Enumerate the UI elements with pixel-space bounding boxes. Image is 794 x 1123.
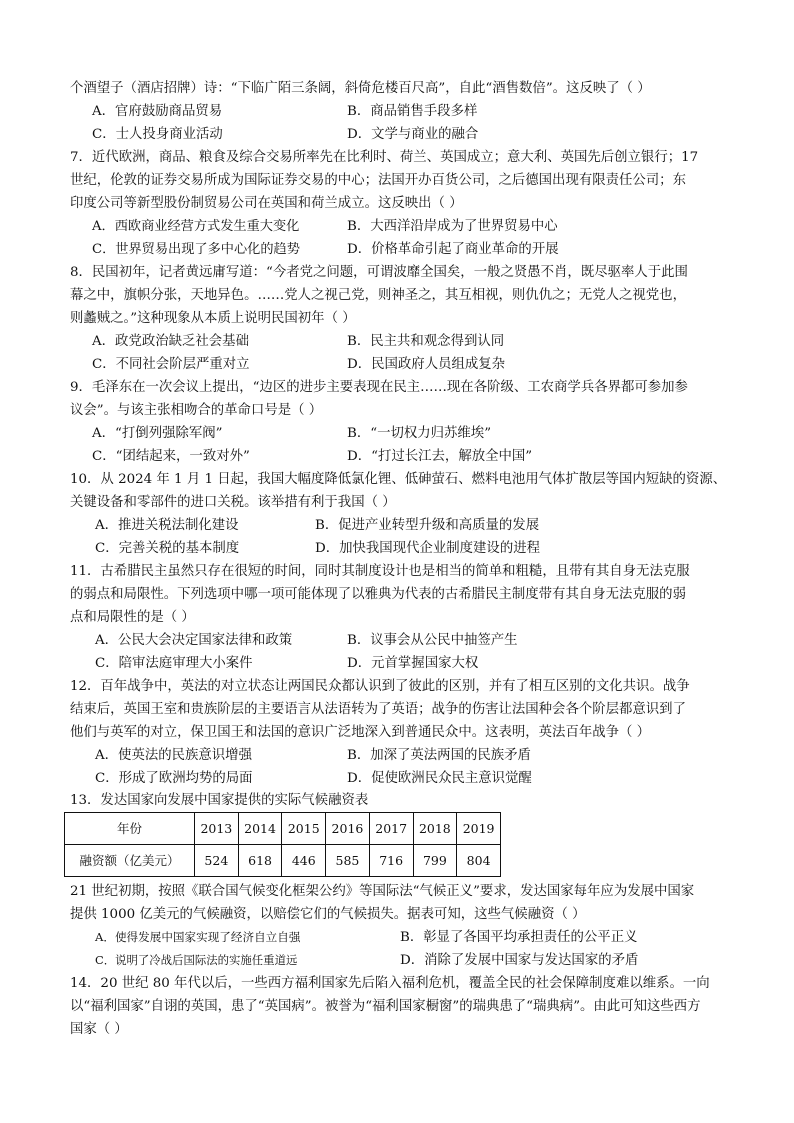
q6-option-b: B．商品销售手段多样 bbox=[347, 104, 478, 119]
q12-option-a: A．使英法的民族意识增强 bbox=[95, 748, 252, 763]
q14-stem-line-1: 14．20 世纪 80 年代以后，一些西方福利国家先后陷入福利危机，覆盖全民的社会保障制度难以维系。一向 bbox=[70, 976, 710, 991]
q6-stem: 个酒望子（酒店招牌）诗：“下临广陌三条阔，斜倚危楼百尺高”，自此“酒售数倍”。这反映了（ ） bbox=[70, 81, 651, 96]
q12-stem-line-2: 结束后，英国王室和贵族阶层的主要语言从法语转为了英语；战争的伤害让法国种会各个阶层都意识到了 bbox=[70, 702, 686, 717]
q12-option-b: B．加深了英法两国的民族矛盾 bbox=[347, 748, 531, 763]
q6-option-a: A．官府鼓励商品贸易 bbox=[92, 104, 223, 119]
row-header-amount: 融资额（亿美元） bbox=[65, 845, 195, 877]
amount-cell: 716 bbox=[369, 845, 413, 877]
q13-title: 13．发达国家向发展中国家提供的实际气候融资表 bbox=[70, 793, 369, 808]
q12-option-d: D．促使欧洲民众民主意识觉醒 bbox=[347, 771, 532, 786]
q13-stem-line-2: 提供 1000 亿美元的气候融资，以赔偿它们的气候损失。据表可知，这些气候融资（ ） bbox=[70, 907, 586, 922]
amount-cell: 618 bbox=[238, 845, 282, 877]
year-cell: 2013 bbox=[195, 813, 239, 845]
year-cell: 2016 bbox=[326, 813, 370, 845]
table-row-amounts bbox=[65, 845, 501, 877]
q7-option-b: B．大西洋沿岸成为了世界贸易中心 bbox=[347, 219, 558, 234]
q11-stem-line-3: 点和局限性的是（ ） bbox=[70, 610, 195, 625]
q9-option-c: C．“团结起来，一致对外” bbox=[92, 449, 250, 464]
q14-stem-line-3: 国家（ ） bbox=[70, 1022, 128, 1037]
q6-option-d: D．文学与商业的融合 bbox=[347, 127, 479, 142]
q12-stem-line-1: 12．百年战争中，英法的对立状态让两国民众都认识到了彼此的区别，并有了相互区别的文化共识。战争 bbox=[70, 679, 690, 694]
q11-option-b: B．议事会从公民中抽签产生 bbox=[347, 633, 518, 648]
q8-option-b: B．民主共和观念得到认同 bbox=[347, 334, 505, 349]
q7-stem-line-1: 7．近代欧洲，商品、粮食及综合交易所率先在比利时、荷兰、英国成立；意大利、英国先后创立银行；17 bbox=[70, 150, 699, 165]
climate-finance-table bbox=[64, 812, 501, 877]
q11-option-d: D．元首掌握国家大权 bbox=[347, 656, 479, 671]
q7-option-a: A．西欧商业经营方式发生重大变化 bbox=[92, 219, 300, 234]
q9-option-a: A．“打倒列强除军阀” bbox=[92, 426, 223, 441]
q10-option-d: D．加快我国现代企业制度建设的进程 bbox=[315, 541, 540, 556]
year-cell: 2015 bbox=[282, 813, 326, 845]
year-cell: 2018 bbox=[413, 813, 457, 845]
q10-option-b: B．促进产业转型升级和高质量的发展 bbox=[315, 518, 540, 533]
q13-option-b: B．彰显了各国平均承担责任的公平正义 bbox=[400, 930, 638, 945]
q10-option-a: A．推进关税法制化建设 bbox=[95, 518, 239, 533]
q13-option-c: C．说明了冷战后国际法的实施任重道远 bbox=[95, 953, 298, 967]
q11-stem-line-1: 11．古希腊民主虽然只存在很短的时间，同时其制度设计也是相当的简单和粗糙，且带有其自身无法克服 bbox=[70, 564, 690, 579]
table-row-years bbox=[65, 813, 501, 845]
q6-option-c: C．士人投身商业活动 bbox=[92, 127, 223, 142]
row-header-year: 年份 bbox=[65, 813, 195, 845]
q7-stem-line-2: 世纪，伦敦的证券交易所成为国际证券交易的中心；法国开办百货公司，之后德国出现有限责任公司；东 bbox=[70, 173, 686, 188]
q8-stem-line-1: 8．民国初年，记者黄远庸写道：“今者党之问题，可谓波靡全国矣，一般之贤愚不肖，既尽驱率人于此围 bbox=[70, 265, 688, 280]
q10-stem-line-2: 关键设备和零部件的进口关税。该举措有利于我国（ ） bbox=[70, 495, 396, 510]
q9-stem-line-1: 9．毛泽东在一次会议上提出，“边区的进步主要表现在民主……现在各阶级、工农商学兵各界都可参加参 bbox=[70, 380, 688, 395]
q8-option-c: C．不同社会阶层严重对立 bbox=[92, 357, 250, 372]
amount-cell: 799 bbox=[413, 845, 457, 877]
q7-option-c: C．世界贸易出现了多中心化的趋势 bbox=[92, 242, 300, 257]
q14-stem-line-2: 以“福利国家”自诩的英国，患了“英国病”。被誉为“福利国家橱窗”的瑞典患了“瑞典病”。由此可知这些西方 bbox=[70, 999, 701, 1014]
amount-cell: 585 bbox=[326, 845, 370, 877]
q11-stem-line-2: 的弱点和局限性。下列选项中哪一项可能体现了以雅典为代表的古希腊民主制度带有其自身无法克服的弱 bbox=[70, 587, 686, 602]
q10-stem-line-1: 10．从 2024 年 1 月 1 日起，我国大幅度降低氯化锂、低砷萤石、燃料电池用气体扩散层等国内短缺的资源、 bbox=[70, 472, 727, 487]
amount-cell: 804 bbox=[457, 845, 501, 877]
q8-stem-line-3: 则蠡贼之。”这种现象从本质上说明民国初年（ ） bbox=[70, 311, 356, 326]
amount-cell: 524 bbox=[195, 845, 239, 877]
year-cell: 2019 bbox=[457, 813, 501, 845]
q8-option-a: A．政党政治缺乏社会基础 bbox=[92, 334, 249, 349]
q11-option-c: C．陪审法庭审理大小案件 bbox=[95, 656, 253, 671]
q10-option-c: C．完善关税的基本制度 bbox=[95, 541, 240, 556]
q13-option-a: A．使得发展中国家实现了经济自立自强 bbox=[95, 930, 301, 944]
q12-option-c: C．形成了欧洲均势的局面 bbox=[95, 771, 253, 786]
q9-option-d: D．“打过长江去，解放全中国” bbox=[347, 449, 533, 464]
q8-option-d: D．民国政府人员组成复杂 bbox=[347, 357, 506, 372]
amount-cell: 446 bbox=[282, 845, 326, 877]
q9-option-b: B．“一切权力归苏维埃” bbox=[347, 426, 492, 441]
year-cell: 2014 bbox=[238, 813, 282, 845]
year-cell: 2017 bbox=[369, 813, 413, 845]
q13-option-d: D．消除了发展中国家与发达国家的矛盾 bbox=[400, 953, 639, 968]
q9-stem-line-2: 议会”。与该主张相吻合的革命口号是（ ） bbox=[70, 403, 323, 418]
q7-stem-line-3: 印度公司等新型股份制贸易公司在英国和荷兰成立。这反映出（ ） bbox=[70, 196, 463, 211]
q8-stem-line-2: 幕之中，旗帜分张，天地异色。……党人之视己党，则神圣之，其互相视，则仇仇之；无党人之视党也， bbox=[70, 288, 686, 303]
q12-stem-line-3: 他们与英军的对立，保卫国王和法国的意识广泛地深入到普通民众中。这表明，英法百年战争（ ） bbox=[70, 725, 651, 740]
q7-option-d: D．价格革命引起了商业革命的开展 bbox=[347, 242, 559, 257]
q13-stem-line-1: 21 世纪初期，按照《联合国气候变化框架公约》等国际法“气候正义”要求，发达国家每年应为发展中国家 bbox=[70, 884, 695, 899]
q11-option-a: A．公民大会决定国家法律和政策 bbox=[95, 633, 293, 648]
